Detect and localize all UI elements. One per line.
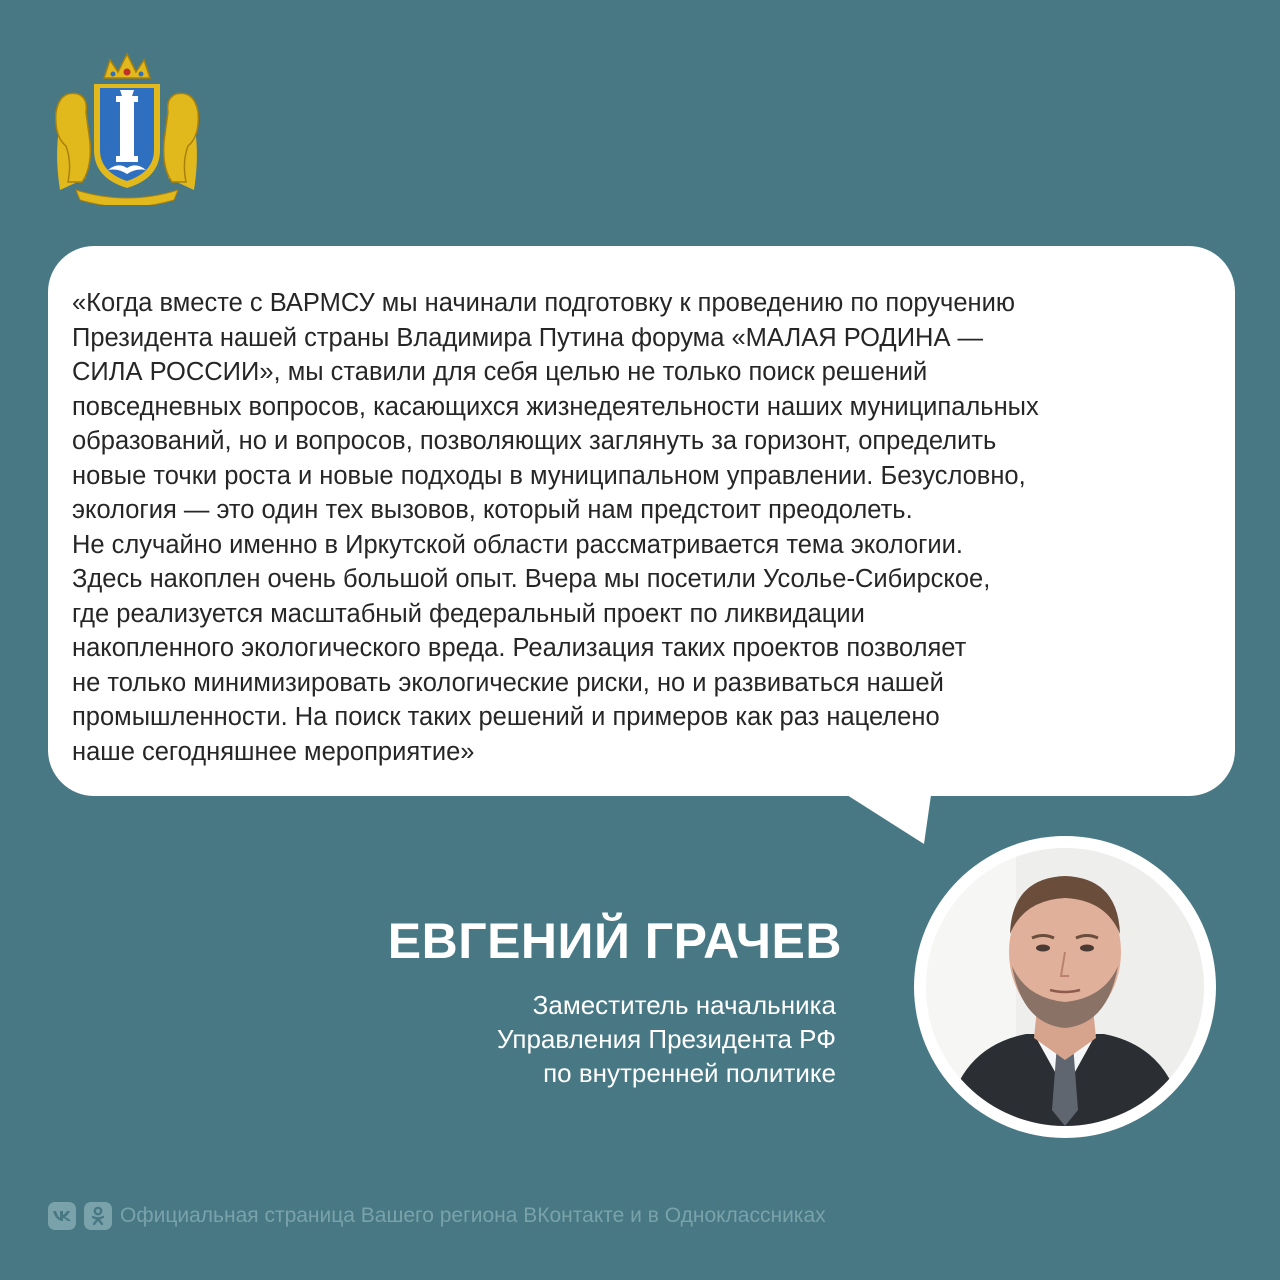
speaker-photo <box>926 848 1204 1126</box>
footer <box>48 1202 826 1230</box>
quote-line: накопленного экологического вреда. Реализация таких проектов позволяет <box>72 634 967 662</box>
speaker-position-line: по внутренней политике <box>543 1058 836 1088</box>
regional-coat-of-arms-icon <box>46 50 208 205</box>
quote-line: не только минимизировать экологические риски, но и развиваться нашей <box>72 668 944 697</box>
quote-text <box>72 286 1212 769</box>
speaker-name: ЕВГЕНИЙ ГРАЧЕВ <box>387 913 842 969</box>
quote-line: Президента нашей страны Владимира Путина форума «МАЛАЯ РОДИНА — <box>72 323 984 352</box>
vk-icon[interactable] <box>48 1202 76 1230</box>
quote-line: где реализуется масштабный федеральный проект по ликвидации <box>72 599 865 628</box>
quote-line: образований, но и вопросов, позволяющих заглянуть за горизонт, определить <box>72 427 997 455</box>
quote-line: экология — это один тех вызовов, который нам предстоит преодолеть. <box>72 496 913 524</box>
quote-line: промышленности. На поиск таких решений и примеров как раз нацелено <box>72 703 940 731</box>
bubble-tail <box>836 788 932 848</box>
quote-line: Не случайно именно в Иркутской области рассматривается тема экологии. <box>72 530 964 559</box>
quote-line: Здесь накоплен очень большой опыт. Вчера мы посетили Усолье-Сибирское, <box>72 565 991 593</box>
speaker-position-line: Заместитель начальника <box>532 990 836 1020</box>
footer-text[interactable]: Официальная страница Вашего региона ВКонтакте и в Одноклассниках <box>120 1204 826 1227</box>
speaker-position-line: Управления Президента РФ <box>497 1024 836 1054</box>
quote-line: наше сегодняшнее мероприятие» <box>72 737 475 766</box>
quote-line: повседневных вопросов, касающихся жизнедеятельности наших муниципальных <box>72 392 1039 421</box>
quote-line: СИЛА РОССИИ», мы ставили для себя целью не только поиск решений <box>72 358 928 386</box>
odnoklassniki-icon[interactable] <box>84 1202 112 1230</box>
quote-line: «Когда вместе с ВАРМСУ мы начинали подготовку к проведению по поручению <box>72 289 1015 317</box>
quote-line: новые точки роста и новые подходы в муниципальном управлении. Безусловно, <box>72 461 1026 490</box>
speaker-position <box>316 988 836 1090</box>
